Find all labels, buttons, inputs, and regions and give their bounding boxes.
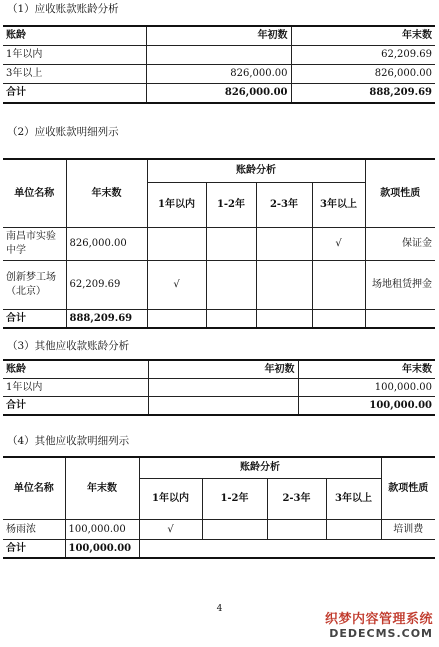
section-3-title: （3）其他应收款账龄分析 [7,340,130,352]
age-cell [256,261,312,310]
unit-cell: 杨雨浓 [3,520,65,540]
aging-cell: 3年以上 [3,65,146,84]
section-1-title: （1）应收账款账龄分析 [7,3,119,15]
age-cell [267,520,326,540]
header-nature: 款项性质 [365,159,435,228]
header-aging: 账龄 [3,360,148,379]
table-header-row [3,457,435,479]
header-age-4: 3年以上 [326,479,381,520]
end-cell: 62,209.69 [291,46,435,65]
header-age-2: 1-2年 [206,183,256,228]
header-age-4: 3年以上 [312,183,365,228]
header-aging-analysis: 账龄分析 [139,457,381,479]
header-nature: 款项性质 [381,457,435,520]
end-cell: 826,000.00 [66,228,147,261]
table-header-row [3,360,435,379]
nature-cell: 保证金 [365,228,435,261]
total-row [3,310,435,329]
total-begin [148,397,298,416]
header-aging: 账龄 [3,26,146,46]
total-row [3,397,435,416]
age-cell: √ [312,228,365,261]
table-row [3,261,435,310]
total-label: 合计 [3,84,146,104]
age-cell [147,228,206,261]
total-row [3,540,435,559]
other-receivable-aging-table [3,359,435,416]
section-2-title: （2）应收账款明细列示 [7,126,119,138]
age-cell [256,228,312,261]
age-cell [206,261,256,310]
table-row [3,228,435,261]
header-age-2: 1-2年 [202,479,267,520]
table-row [3,379,435,397]
nature-cell: 场地租赁押金 [365,261,435,310]
age-cell [312,261,365,310]
receivable-aging-table [3,25,435,104]
end-cell: 62,209.69 [66,261,147,310]
total-end: 888,209.69 [291,84,435,104]
total-label: 合计 [3,540,65,559]
total-label: 合计 [3,310,66,329]
receivable-detail-table [3,158,435,329]
table-row [3,46,435,65]
total-end: 100,000.00 [65,540,139,559]
header-age-1: 1年以内 [139,479,202,520]
unit-cell: 南昌市实验中学 [3,228,66,261]
header-end: 年末数 [65,457,139,520]
aging-cell: 1年以内 [3,379,148,397]
table-row [3,65,435,84]
total-end: 888,209.69 [66,310,147,329]
header-age-1: 1年以内 [147,183,206,228]
watermark-line-2: DEDECMS.COM [329,627,433,640]
page-number: 4 [216,604,223,614]
end-cell: 100,000.00 [65,520,139,540]
header-begin: 年初数 [148,360,298,379]
age-cell: √ [139,520,202,540]
begin-cell [148,379,298,397]
begin-cell [146,46,291,65]
total-label: 合计 [3,397,148,416]
total-end: 100,000.00 [298,397,435,416]
age-cell [202,520,267,540]
header-age-3: 2-3年 [256,183,312,228]
aging-cell: 1年以内 [3,46,146,65]
watermark-logo [325,608,433,640]
total-begin: 826,000.00 [146,84,291,104]
total-row [3,84,435,104]
watermark-line-1: 织梦内容管理系统 [324,612,433,627]
nature-cell: 培训费 [381,520,435,540]
header-end: 年末数 [298,360,435,379]
header-begin: 年初数 [146,26,291,46]
header-end: 年末数 [66,159,147,228]
section-4-title: （4）其他应收款明细列示 [7,435,130,447]
unit-cell: 创新梦工场（北京） [3,261,66,310]
age-cell [326,520,381,540]
table-header-row [3,159,435,183]
other-receivable-detail-table [3,456,435,559]
table-row [3,520,435,540]
begin-cell: 826,000.00 [146,65,291,84]
end-cell: 100,000.00 [298,379,435,397]
header-unit: 单位名称 [3,457,65,520]
age-cell: √ [147,261,206,310]
end-cell: 826,000.00 [291,65,435,84]
header-age-3: 2-3年 [267,479,326,520]
header-aging-analysis: 账龄分析 [147,159,365,183]
header-unit: 单位名称 [3,159,66,228]
header-end: 年末数 [291,26,435,46]
table-header-row [3,26,435,46]
age-cell [206,228,256,261]
